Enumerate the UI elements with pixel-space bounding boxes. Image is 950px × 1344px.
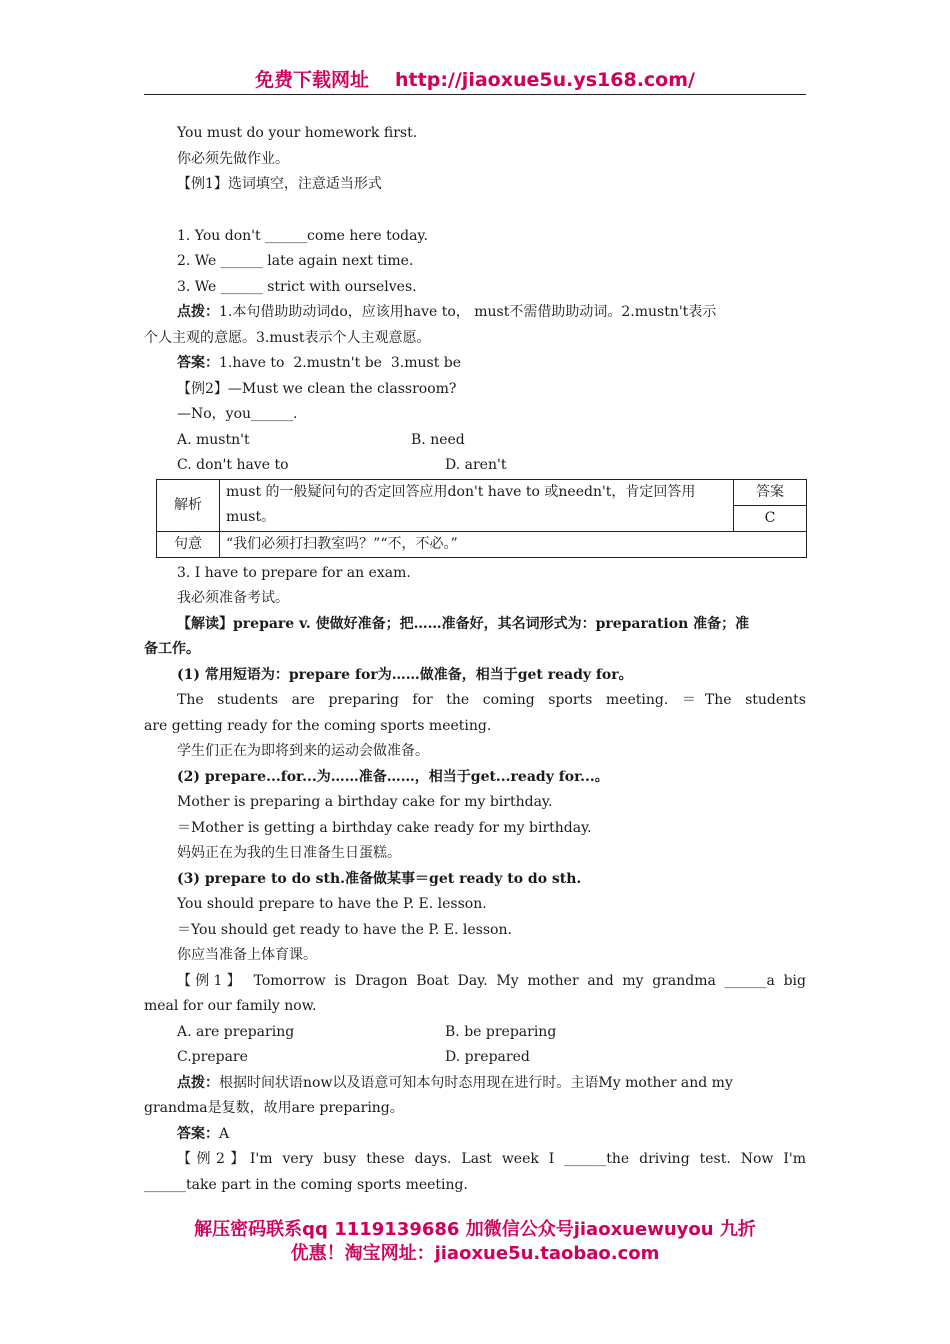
hint-2-text: 根据时间状语now以及语意可知本句时态用现在进行时。主语My mother and my (219, 1074, 733, 1091)
example-translation: 你必须先做作业。 (177, 150, 289, 167)
exercise-1-option-a: A. are preparing (177, 1023, 295, 1040)
header-site-name: 免费下载网址 (255, 69, 370, 91)
option-a: A. mustn't (177, 431, 250, 448)
exercise-question-2: 2. We ______ late again next time. (177, 253, 414, 269)
meaning-text: “我们必须打扫教室吗？”“不，不必。” (220, 531, 807, 557)
exercise-2-question-cont: ______take part in the coming sports meeting. (144, 1176, 468, 1193)
exercise-1-question: 【例1】 Tomorrow is Dragon Boat Day. My mother and my grandma ______a big (177, 972, 806, 989)
usage-1: (1) 常用短语为：prepare for为……做准备，相当于get ready for。 (177, 666, 633, 683)
exercise-1-option-b: B. be preparing (445, 1023, 557, 1040)
hint-2-continuation: grandma是复数，故用are preparing。 (144, 1100, 404, 1116)
option-c: C. don't have to (177, 457, 289, 473)
exercise-question-1: 1. You don't ______come here today. (177, 227, 428, 244)
usage-3: (3) prepare to do sth.准备做某事＝get ready to do sth. (177, 870, 582, 887)
usage-3-example-alt: ＝You should get ready to have the P. E. lesson. (177, 921, 512, 938)
footer-shop-link[interactable]: 优惠！淘宝网址：jiaoxue5u.taobao.com (290, 1243, 660, 1264)
usage-2-example-alt: ＝Mother is getting a birthday cake ready for my birthday. (177, 819, 592, 836)
example-sentence: You must do your homework first. (177, 125, 418, 141)
interpretation-heading: 【解读】prepare v. 使做好准备；把……准备好，其名词形式为：preparation 准备；准 (177, 615, 750, 632)
meaning-label: 句意 (157, 531, 220, 557)
answer-value: C (734, 505, 807, 531)
answer-2-text: A (219, 1125, 230, 1142)
exercise-1-option-d: D. prepared (445, 1049, 530, 1065)
exercise-1-option-c: C.prepare (177, 1049, 248, 1065)
option-b: B. need (411, 431, 465, 448)
hint-paragraph (144, 300, 806, 326)
analysis-text: must 的一般疑问句的否定回答应用don't have to 或needn't，肯定回答用 must。 (220, 479, 734, 531)
hint-2-paragraph (144, 1071, 806, 1097)
answer-2-line (144, 1122, 806, 1148)
answer-2-label: 答案： (177, 1125, 219, 1142)
option-d: D. aren't (445, 457, 507, 473)
analysis-label: 解析 (157, 479, 220, 531)
answer-text: 1.have to 2.mustn't be 3.must be (219, 355, 462, 371)
options-row-1 (144, 428, 806, 454)
usage-1-example-cont: are getting ready for the coming sports meeting. (144, 717, 492, 734)
analysis-table (156, 479, 807, 558)
answer-line (144, 351, 806, 377)
footer-contact-line: 解压密码联系qq 1119139686 加微信公众号jiaoxuewuyou 九折 (194, 1219, 756, 1240)
exercise-question-3: 3. We ______ strict with ourselves. (177, 278, 417, 295)
page-footer (144, 1218, 806, 1266)
interpretation-continuation: 备工作。 (144, 641, 200, 657)
hint-label: 点拨： (177, 304, 219, 320)
hint-continuation: 个人主观的意愿。3.must表示个人主观意愿。 (144, 329, 431, 346)
usage-3-example: You should prepare to have the P. E. lesson. (177, 896, 487, 912)
hint-text: 1.本句借助助动词do，应该用have to， must不需借助助动词。2.mustn't表示 (219, 304, 717, 320)
usage-2-example: Mother is preparing a birthday cake for my birthday. (177, 794, 553, 810)
exercise-2-question: 【例2】I'm very busy these days. Last week I ______the driving test. Now I'm (177, 1151, 806, 1167)
page-header (144, 66, 806, 95)
exercise-1-question-cont: meal for our family now. (144, 998, 317, 1014)
example-2-blank: —No，you______. (177, 406, 298, 422)
exercise-1-options-row-1 (144, 1020, 806, 1046)
document-body (144, 121, 806, 1198)
exercise-1-options-row-2 (144, 1045, 806, 1071)
sentence-3-translation: 我必须准备考试。 (177, 590, 289, 606)
usage-1-example: The students are preparing for the coming sports meeting. ＝The students (177, 692, 806, 708)
example-2-question: 【例2】—Must we clean the classroom? (177, 380, 457, 397)
usage-2: (2) prepare...for...为……准备……，相当于get...ready for...。 (177, 768, 609, 785)
usage-2-translation: 妈妈正在为我的生日准备生日蛋糕。 (177, 845, 401, 861)
answer-header: 答案 (734, 479, 807, 505)
hint-2-label: 点拨： (177, 1074, 219, 1091)
options-row-2 (144, 453, 806, 479)
usage-3-translation: 你应当准备上体育课。 (177, 947, 317, 963)
sentence-3: 3. I have to prepare for an exam. (177, 564, 411, 581)
header-url-link[interactable]: http://jiaoxue5u.ys168.com/ (395, 69, 695, 91)
answer-label: 答案： (177, 355, 219, 371)
usage-1-translation: 学生们正在为即将到来的运动会做准备。 (177, 743, 429, 759)
exercise-heading: 【例1】选词填空，注意适当形式 (177, 176, 382, 192)
